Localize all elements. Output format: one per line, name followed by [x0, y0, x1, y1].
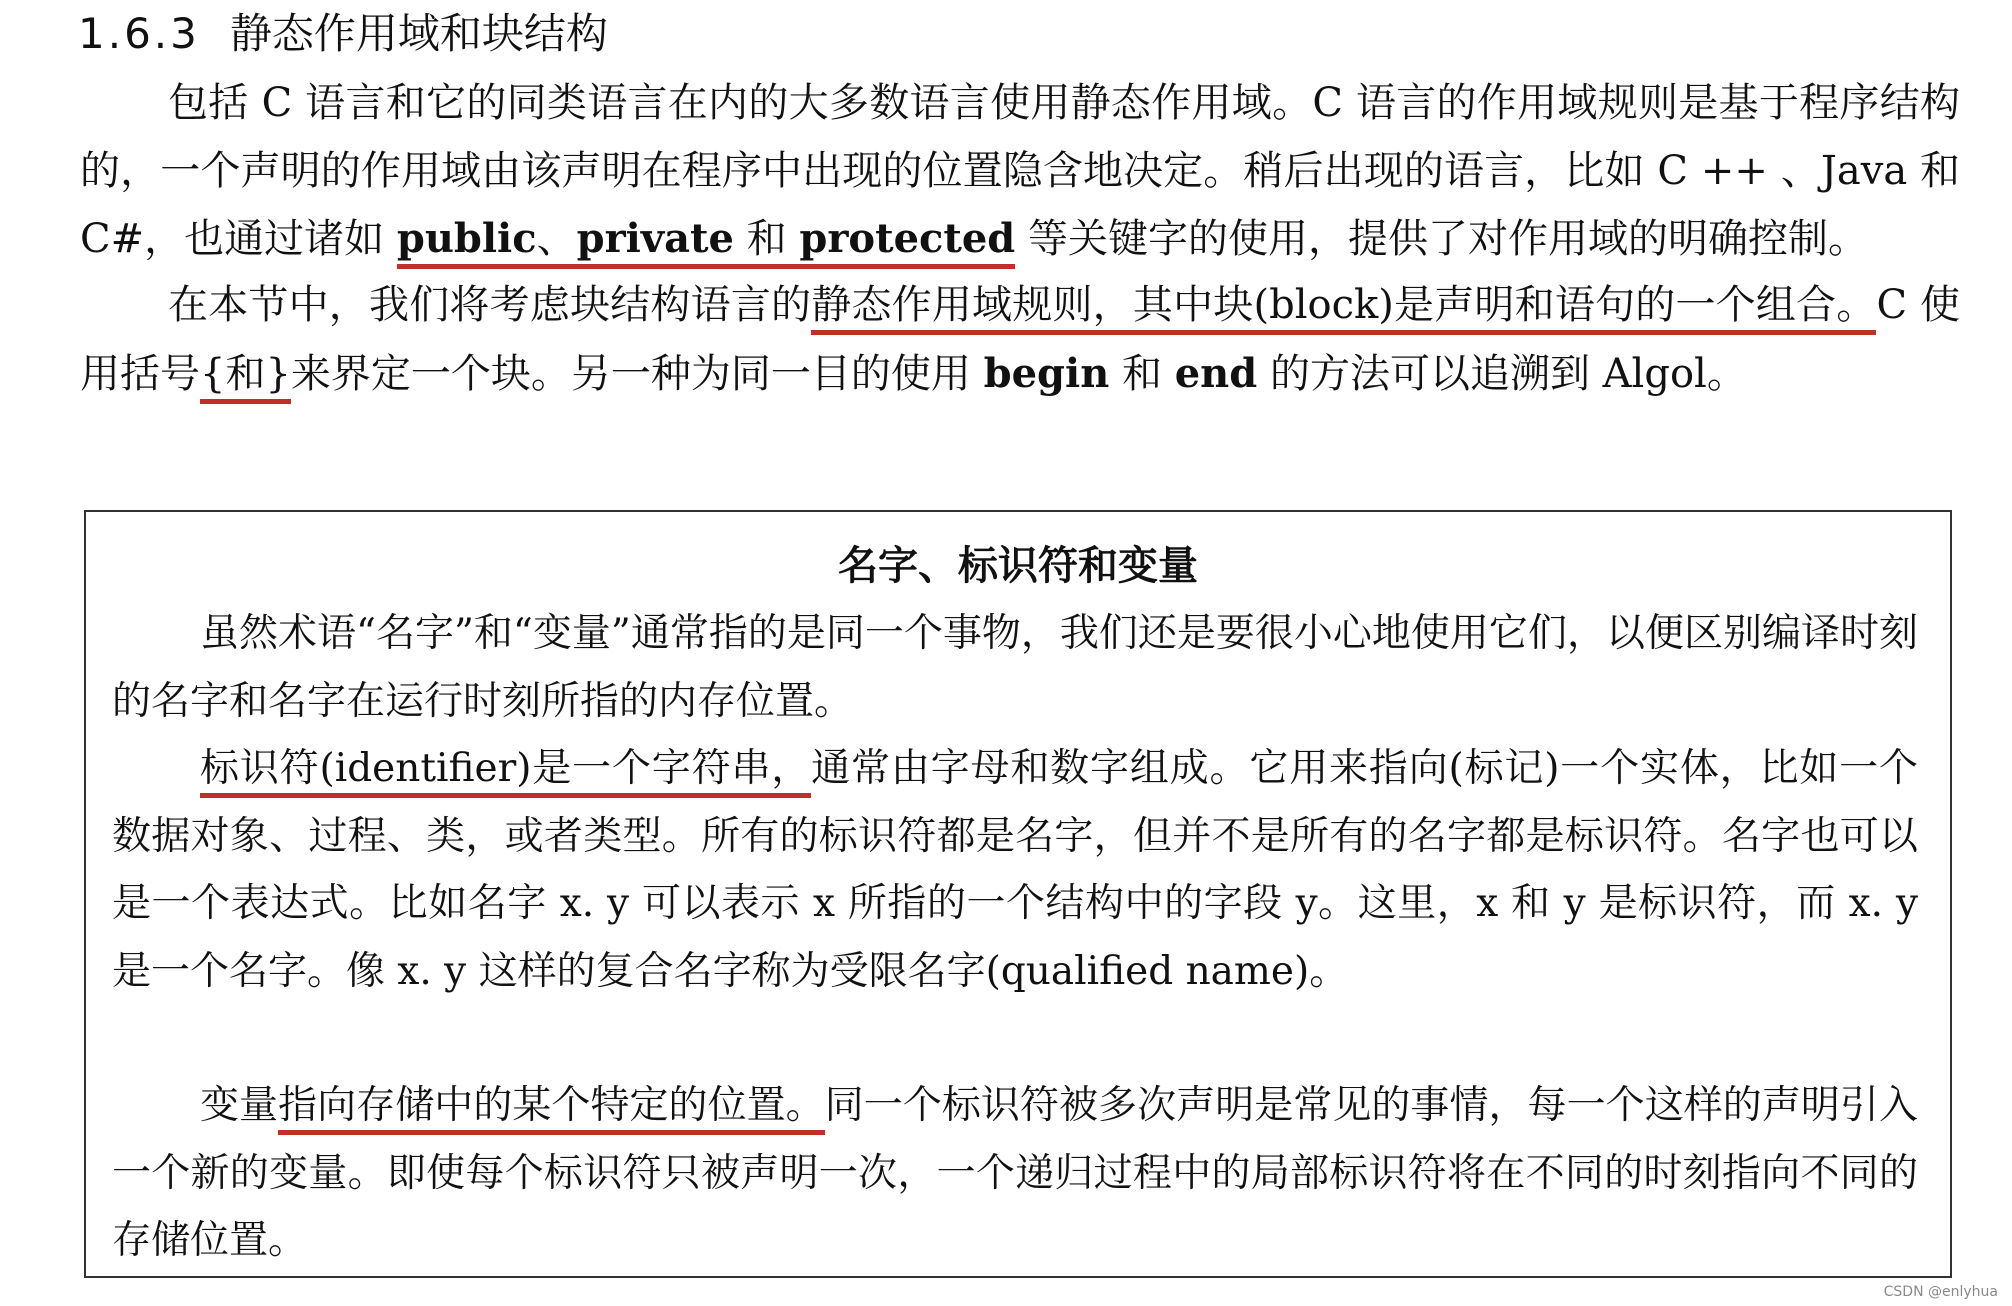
paragraph-block-structure [80, 272, 1960, 408]
separator: 、 [536, 216, 577, 262]
keyword-end: end [1174, 349, 1258, 397]
underlined-identifier-definition: 标识符(identifier)是一个字符串， [200, 746, 811, 798]
underlined-variable-definition: 指向存储中的某个特定的位置。 [278, 1083, 825, 1135]
paragraph-text: 在本节中，我们将考虑块结构语言的 [168, 282, 812, 328]
box-title: 名字、标识符和变量 [838, 543, 1198, 589]
section-heading [78, 6, 608, 62]
paragraph-text: 等关键字的使用，提供了对作用域的明确控制。 [1015, 216, 1868, 262]
section-number: 1.6.3 [78, 9, 200, 58]
box-paragraph-identifiers [112, 735, 1918, 1005]
underlined-keywords [397, 216, 1015, 269]
keyword-private: private [576, 215, 734, 262]
paragraph-text: C 使用括号 [80, 282, 1960, 397]
sidebar-box [84, 510, 1952, 1278]
paragraph-text: 变量 [200, 1083, 279, 1128]
paragraph-text: 的方法可以追溯到 Algol。 [1257, 350, 1747, 397]
keyword-public: public [396, 215, 537, 262]
paragraph-text: 来界定一个块。另一种为同一目的使用 [290, 350, 984, 397]
box-paragraph-names: 虽然术语“名字”和“变量”通常指的是同一个事物，我们还是要很小心地使用它们，以便区别编译时刻的名字和名字在运行时刻所指的内存位置。 [112, 611, 1918, 724]
keyword-protected: protected [799, 215, 1016, 262]
paragraph-static-scope [80, 70, 1960, 274]
underlined-definition: 静态作用域规则，其中块(block)是声明和语句的一个组合。 [811, 282, 1876, 335]
watermark: CSDN @enlyhua [1883, 1284, 1998, 1300]
paragraph-text: 通常由字母和数字组成。它用来指向(标记)一个实体，比如一个数据对象、过程、类，或者类型。所有的标识符都是名字，但并不是所有的名字都是标识符。名字也可以是一个表达式。比如名字 x. y 可以表示 x 所指的一个结构中的字段 y。这里，x 和 y 是标识符，而 x. y 是一个名字。像 x. y 这样的复合名字称为受限名字(qualified name)。 [112, 746, 1918, 994]
box-paragraph-variables [112, 1072, 1918, 1275]
underlined-braces: {和} [200, 351, 291, 404]
section-title: 静态作用域和块结构 [229, 9, 608, 58]
conjunction: 和 [733, 216, 800, 262]
paragraph-text: 同一个标识符被多次声明是常见的事情，每一个这样的声明引入一个新的变量。即使每个标识符只被声明一次，一个递归过程中的局部标识符将在不同的时刻指向不同的存储位置。 [112, 1083, 1918, 1263]
keyword-begin: begin [983, 349, 1110, 397]
paragraph-text: 包括 C 语言和它的同类语言在内的大多数语言使用静态作用域。C 语言的作用域规则是基于程序结构的，一个声明的作用域由该声明在程序中出现的位置隐含地决定。稍后出现的语言，比如 C ++ 、Java 和 C#，也通过诸如 [80, 80, 1960, 262]
conjunction: 和 [1109, 350, 1175, 397]
